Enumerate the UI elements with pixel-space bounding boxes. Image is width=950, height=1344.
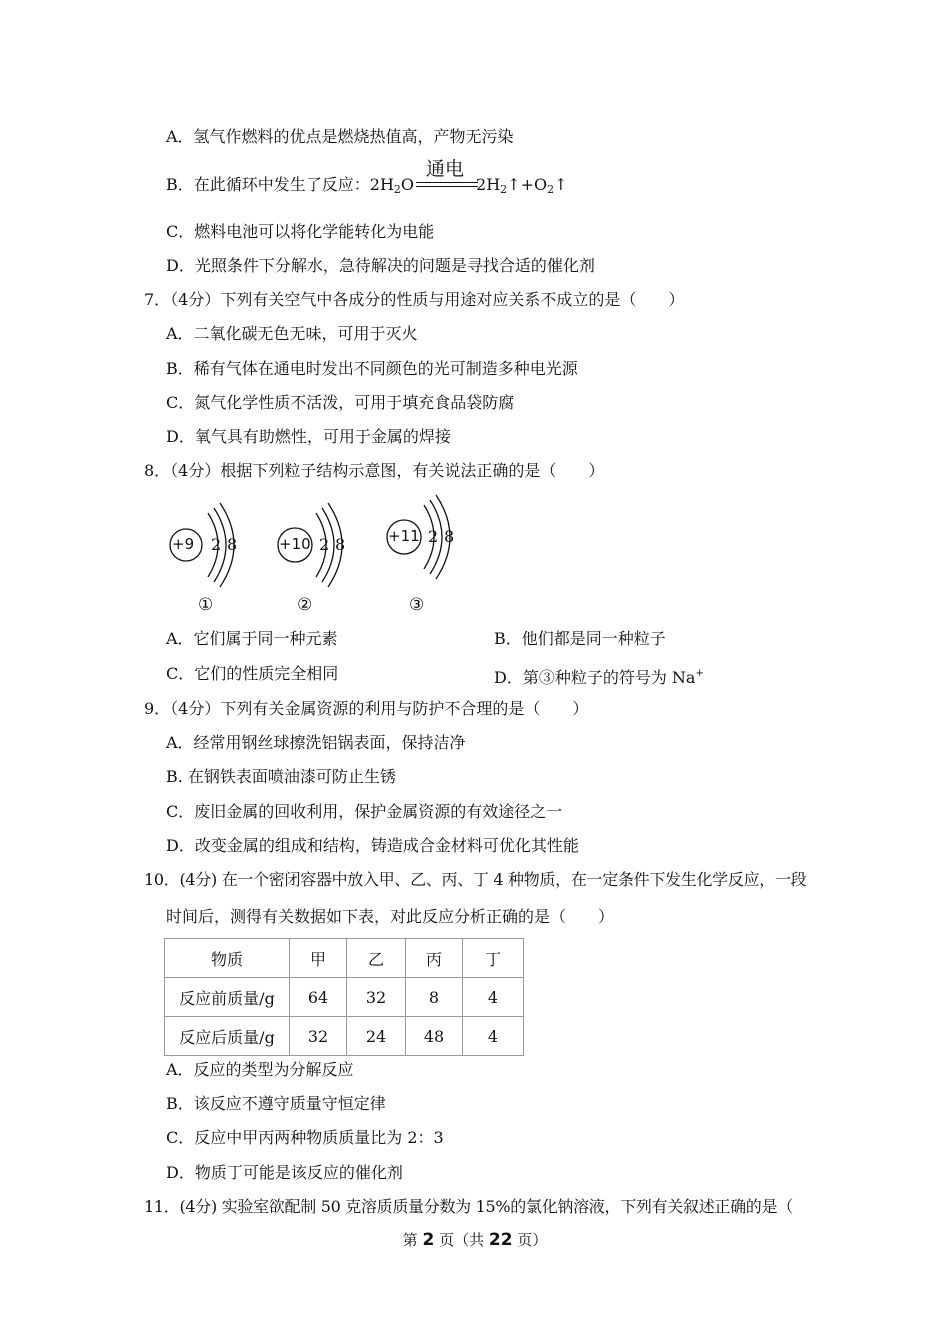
table-cell: 8 [406, 978, 463, 1017]
q11-stem: 11．(4分) 实验室欲配制 50 克溶质质量分数为 15%的氯化钠溶液，下列有关叙述正确的是（ [144, 1197, 793, 1216]
q10-option-a: A．反应的类型为分解反应 [166, 1060, 354, 1079]
q9-stem: 9．（4分）下列有关金属资源的利用与防护不合理的是（ ） [144, 699, 589, 718]
q6-option-c: C．燃料电池可以将化学能转化为电能 [166, 222, 435, 241]
shell-1-electrons: 2 [319, 535, 330, 554]
table-row [165, 1017, 524, 1056]
shell-1-electrons: 2 [428, 527, 439, 546]
q6-option-a: A．氢气作燃料的优点是燃烧热值高，产物无污染 [166, 127, 514, 146]
q9-option-c: C．废旧金属的回收利用，保护金属资源的有效途径之一 [166, 802, 563, 821]
electrolysis-condition: 通电 [426, 158, 465, 180]
table-header-cell: 甲 [290, 939, 347, 978]
q6-b-prefix: B．在此循环中发生了反应：2H [166, 175, 394, 194]
table-cell: 64 [290, 978, 347, 1017]
table-cell: 32 [347, 978, 406, 1017]
q7-option-b: B．稀有气体在通电时发出不同颜色的光可制造多种电光源 [166, 359, 578, 378]
table-cell: 24 [347, 1017, 406, 1056]
atom-diagram-3 [386, 492, 506, 592]
q9-option-b: B. 在钢铁表面喷油漆可防止生锈 [166, 767, 396, 786]
page-footer: 第 2 页（共 22 页） [402, 1230, 548, 1250]
q8-option-a: A．它们属于同一种元素 [166, 629, 338, 648]
table-header-cell: 丁 [463, 939, 524, 978]
q10-option-d: D．物质丁可能是该反应的催化剂 [166, 1163, 403, 1182]
page-number: 2 [422, 1230, 435, 1250]
q10-stem-line1: 10．(4分) 在一个密闭容器中放入甲、乙、丙、丁 4 种物质，在一定条件下发生化学反应，一段 [144, 870, 807, 889]
page-total: 22 [488, 1230, 513, 1250]
table-header-row [165, 939, 524, 978]
q7-stem: 7．（4分）下列有关空气中各成分的性质与用途对应关系不成立的是（ ） [144, 290, 685, 309]
q7-option-a: A．二氧化碳无色无味，可用于灭火 [166, 324, 418, 343]
q7-option-c: C．氮气化学性质不活泼，可用于填充食品袋防腐 [166, 393, 515, 412]
table-cell: 48 [406, 1017, 463, 1056]
q10-option-b: B．该反应不遵守质量守恒定律 [166, 1094, 386, 1113]
q6-option-d: D．光照条件下分解水，急待解决的问题是寻找合适的催化剂 [166, 256, 595, 275]
q8-stem: 8．（4分）根据下列粒子结构示意图，有关说法正确的是（ ） [144, 461, 605, 480]
q10-option-c: C．反应中甲丙两种物质质量比为 2：3 [166, 1128, 444, 1147]
atom-label-2: ② [297, 595, 313, 615]
table-cell: 反应前质量/g [165, 978, 290, 1017]
table-header-cell: 乙 [347, 939, 406, 978]
shell-2-electrons: 8 [227, 535, 238, 554]
table-header-cell: 物质 [165, 939, 290, 978]
equals-arrow [416, 182, 478, 187]
q7-option-d: D．氧气具有助燃性，可用于金属的焊接 [166, 427, 451, 446]
mass-data-table [164, 938, 524, 1056]
q10-stem-line2: 时间后，测得有关数据如下表，对此反应分析正确的是（ ） [166, 907, 615, 926]
nucleus-charge: +11 [388, 527, 420, 545]
table-cell: 32 [290, 1017, 347, 1056]
q8-option-c: C．它们的性质完全相同 [166, 664, 339, 683]
table-row [165, 978, 524, 1017]
atom-diagram-2 [276, 500, 396, 600]
atom-label-3: ③ [409, 595, 425, 615]
shell-2-electrons: 8 [444, 527, 455, 546]
atom-diagram-1 [166, 500, 286, 600]
table-cell: 4 [463, 1017, 524, 1056]
shell-1-electrons: 2 [211, 535, 222, 554]
nucleus-charge: +9 [172, 535, 195, 553]
nucleus-charge: +10 [279, 535, 311, 553]
atom-label-1: ① [198, 595, 214, 615]
table-header-cell: 丙 [406, 939, 463, 978]
q8-option-d: D．第③种粒子的符号为 Na+ [494, 668, 704, 687]
shell-2-electrons: 8 [335, 535, 346, 554]
table-cell: 4 [463, 978, 524, 1017]
q8-option-b: B．他们都是同一种粒子 [494, 629, 666, 648]
q9-option-d: D．改变金属的组成和结构，铸造成合金材料可优化其性能 [166, 836, 579, 855]
q9-option-a: A．经常用钢丝球擦洗铝锅表面，保持洁净 [166, 733, 466, 752]
table-cell: 反应后质量/g [165, 1017, 290, 1056]
q6-option-b: B．在此循环中发生了反应：$2H_2O$ $2H_2↑+O_2↑$ [166, 175, 568, 196]
